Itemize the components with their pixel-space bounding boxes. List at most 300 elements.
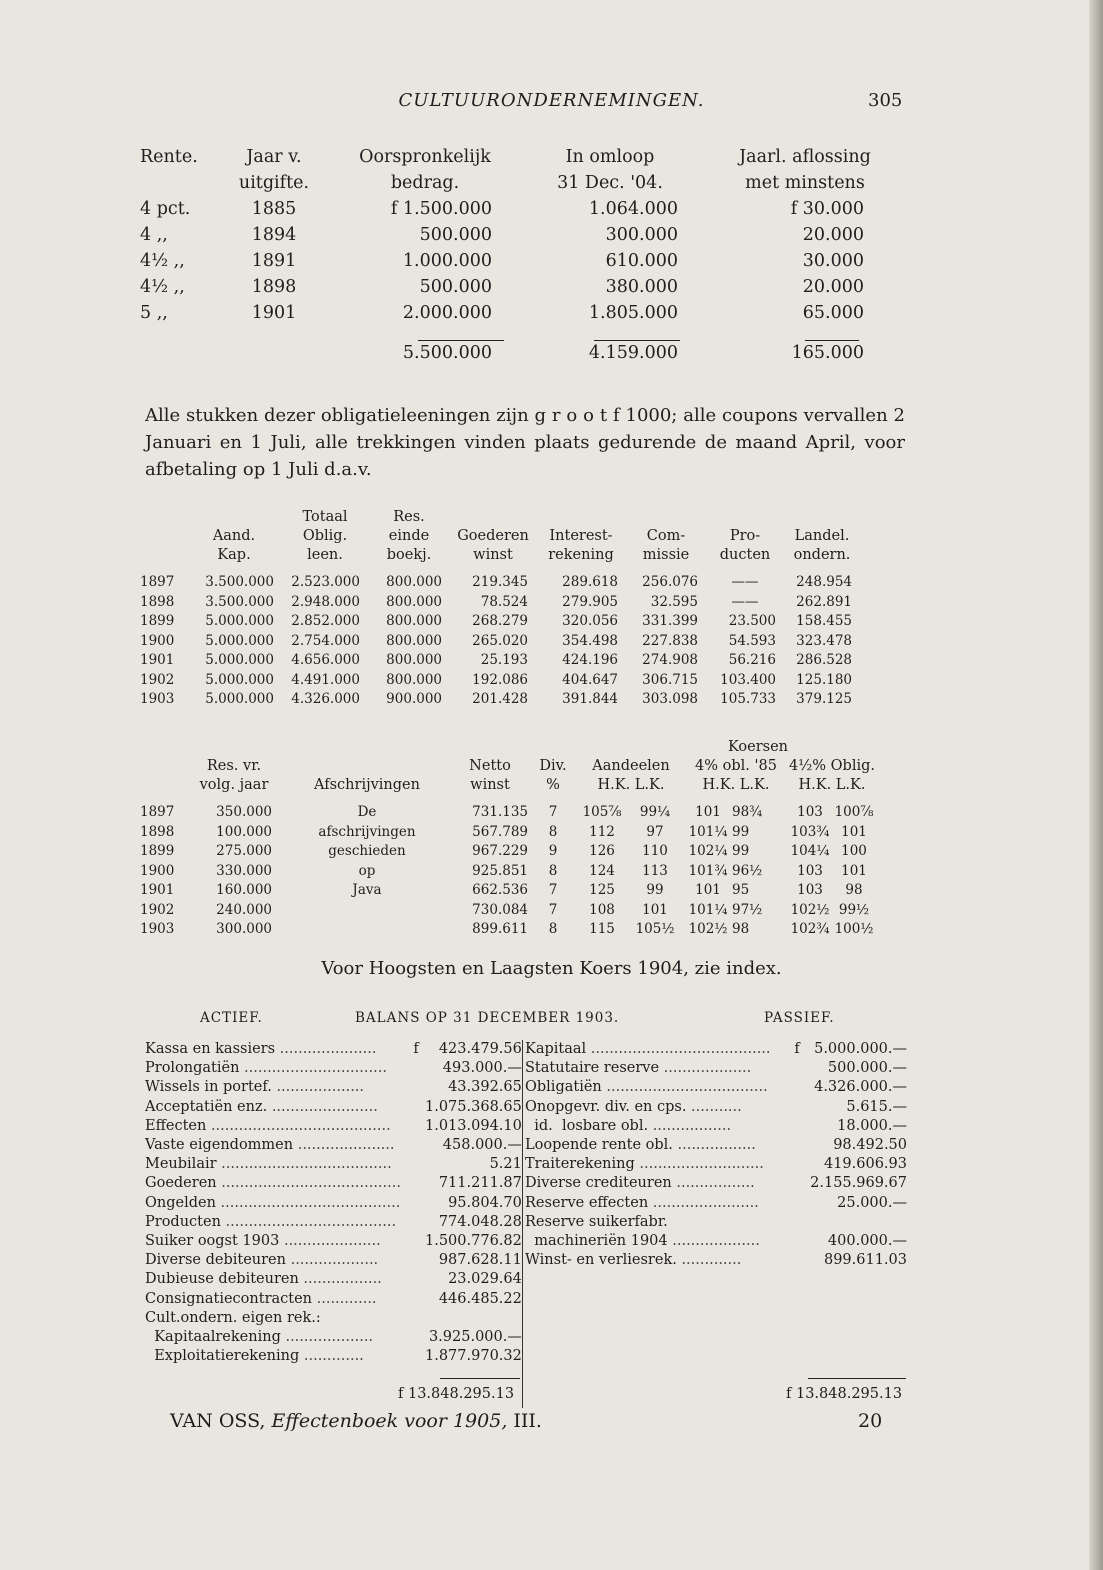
results-header-cell: ondern. <box>793 547 851 563</box>
koersen-header-cell: Netto <box>469 758 511 774</box>
results-cell: 274.908 <box>642 652 698 668</box>
leader-dots: ............................... <box>239 1060 387 1077</box>
balance-currency <box>789 1232 805 1251</box>
koersen-row <box>140 881 876 901</box>
results-cell: —— <box>731 593 759 610</box>
balance-amount: 5.21 <box>489 1156 522 1173</box>
balance-currency <box>407 1194 425 1213</box>
koersen-cell: 110 <box>642 843 668 859</box>
balance-row <box>145 1270 522 1289</box>
results-cell: 201.428 <box>472 691 528 707</box>
leader-dots: ................. <box>671 1175 755 1192</box>
balance-amount: 3.925.000.— <box>428 1329 522 1346</box>
loans-header-cell: 31 Dec. '04. <box>557 173 663 193</box>
footer-citation <box>170 1410 542 1432</box>
leader-dots: ................... <box>659 1060 752 1077</box>
koersen-cell: 8 <box>548 921 558 937</box>
balance-amount: 98.492.50 <box>833 1137 907 1154</box>
loans-cell: 2.000.000 <box>402 303 492 323</box>
results-cell: 5.000.000 <box>205 691 274 707</box>
balance-row <box>525 1078 907 1097</box>
koersen-header-row <box>140 757 876 776</box>
koersen-cell: 103 <box>797 804 823 820</box>
balance-label-text: Consignatiecontracten <box>145 1290 313 1307</box>
balance-label-text: Meubilair <box>145 1156 217 1173</box>
balance-amount: 423.479.56 <box>438 1041 522 1057</box>
balance-label <box>145 1309 407 1328</box>
balance-amount <box>425 1309 522 1328</box>
balance-amount: 458.000.— <box>442 1137 522 1154</box>
results-header-cell <box>784 508 860 527</box>
results-cell: 391.844 <box>562 691 618 707</box>
loans-total-cell <box>218 340 330 366</box>
balance-label <box>145 1347 407 1366</box>
balance-row <box>525 1213 907 1232</box>
balance-label-text: Producten <box>145 1213 221 1230</box>
balance-label-text: Onopgevr. div. en cps. <box>525 1098 687 1115</box>
results-header-cell <box>186 508 282 527</box>
balance-label <box>145 1155 407 1174</box>
loans-cell: 1885 <box>251 199 297 219</box>
koersen-row <box>140 920 876 940</box>
koersen-cell: 1900 <box>140 862 175 879</box>
koersen-cell: 101 <box>642 901 668 918</box>
balance-label <box>525 1213 789 1232</box>
balance-label <box>525 1174 789 1193</box>
koersen-cell: De <box>357 804 377 820</box>
koersen-cell: 124 <box>589 862 615 879</box>
leader-dots: ........................... <box>634 1156 764 1173</box>
koersen-header-cell <box>140 757 186 776</box>
results-cell: 125.180 <box>796 671 852 688</box>
koersen-header-cell <box>282 738 452 757</box>
balance-currency <box>789 1136 805 1155</box>
koersen-header-cell: H.K. L.K. <box>702 777 770 793</box>
results-cell: 265.020 <box>472 632 528 649</box>
results-header-cell: boekj. <box>386 547 432 563</box>
results-cell: 2.754.000 <box>291 632 360 649</box>
leader-dots: ..................... <box>279 1233 381 1250</box>
koersen-cell: 101 <box>695 804 721 820</box>
results-cell: 1898 <box>140 593 175 610</box>
leader-dots: ................... <box>285 1252 379 1269</box>
balance-label <box>525 1232 789 1251</box>
koersen-cell: 98 <box>732 921 750 937</box>
koersen-cell: 730.084 <box>472 901 528 918</box>
results-header-row <box>140 508 860 527</box>
loans-header-cell <box>140 170 218 196</box>
balance-amount: 899.611.03 <box>823 1252 907 1269</box>
leader-dots: ................... <box>667 1233 760 1250</box>
koersen-cell: 275.000 <box>216 843 272 859</box>
results-cell: 25.193 <box>480 652 528 668</box>
balance-row <box>145 1174 522 1193</box>
results-cell: 1900 <box>140 632 175 649</box>
balance-currency <box>407 1098 425 1117</box>
bond-terms-paragraph: Alle stukken dezer obligatieleeningen zijn g r o o t f 1000; alle coupons vervallen 2 Januari en 1 Juli, alle trekkingen vinden plaats gedurende de maand April, voor afbetaling op 1 Juli d.a.v. <box>145 405 905 480</box>
results-cell: 800.000 <box>386 593 442 610</box>
leader-dots: ....................... <box>648 1194 759 1211</box>
koersen-cell: 102¾ <box>790 921 830 937</box>
loans-row <box>140 274 910 300</box>
koersen-cell: 101¼ <box>688 901 728 918</box>
balance-row <box>525 1194 907 1213</box>
balance-label <box>145 1117 407 1136</box>
results-table <box>140 508 860 710</box>
loans-cell: f 1.500.000 <box>390 199 492 219</box>
koersen-cell: 967.229 <box>472 843 528 859</box>
loans-cell: 1894 <box>251 225 297 245</box>
balance-amount: 18.000.— <box>837 1117 907 1134</box>
balance-row <box>145 1290 522 1309</box>
balance-label-text: Ongelden <box>145 1194 216 1211</box>
results-cell: 5.000.000 <box>205 613 274 629</box>
loans-row <box>140 300 910 326</box>
balance-label-text: Kassa en kassiers <box>145 1041 276 1057</box>
results-cell: 4.491.000 <box>291 671 360 688</box>
results-cell: 320.056 <box>562 613 618 629</box>
loans-cell: 500.000 <box>419 277 492 297</box>
balance-amount: 1.075.368.65 <box>425 1098 522 1115</box>
koersen-cell: 95 <box>732 882 750 898</box>
koersen-cell: 330.000 <box>216 862 272 879</box>
balance-rule-left <box>440 1378 520 1379</box>
results-cell: 800.000 <box>386 574 442 590</box>
koersen-header-cell <box>140 738 186 757</box>
loans-header-cell: Oorspronkelijk <box>359 147 491 167</box>
koersen-cell: 105½ <box>635 921 675 937</box>
koersen-header-cell: % <box>546 777 560 793</box>
results-cell: 78.524 <box>480 593 528 610</box>
balance-label-text: Winst- en verliesrek. <box>525 1252 677 1269</box>
balance-label <box>145 1040 407 1059</box>
leader-dots: ............. <box>299 1348 364 1365</box>
page-edge <box>1089 0 1103 1570</box>
balance-row <box>525 1117 907 1136</box>
loans-total-cell: 4.159.000 <box>588 343 678 363</box>
leader-dots: ....................................... <box>586 1041 771 1057</box>
leader-dots: ..................... <box>275 1041 377 1057</box>
balance-label-text: Reserve effecten <box>525 1194 649 1211</box>
footer-author: VAN OSS, <box>170 1410 272 1432</box>
results-cell: 23.500 <box>728 613 776 629</box>
balance-label <box>525 1155 789 1174</box>
koersen-cell: 113 <box>642 862 668 879</box>
koersen-cell: 97 <box>646 823 664 840</box>
koersen-header-cell: H.K. L.K. <box>597 777 665 793</box>
results-cell: 103.400 <box>720 671 776 688</box>
results-header-cell: Goederen <box>457 528 529 544</box>
koersen-cell: 99 <box>732 823 750 840</box>
balance-amount: 23.029.64 <box>448 1271 522 1288</box>
balance-label-text: Kapitaalrekening <box>145 1329 281 1346</box>
balance-currency <box>407 1174 425 1193</box>
results-cell: —— <box>731 574 759 590</box>
koersen-cell: 99 <box>732 843 750 859</box>
balance-label <box>525 1040 789 1059</box>
balance-label-text: Statutaire reserve <box>525 1060 660 1077</box>
balance-currency <box>407 1232 425 1251</box>
leader-dots: ..................................... <box>220 1213 397 1230</box>
balance-label <box>525 1078 789 1097</box>
balance-currency <box>789 1117 805 1136</box>
leader-dots: ....................................... <box>206 1117 391 1134</box>
koersen-cell: 126 <box>589 843 615 859</box>
koersen-cell: 100½ <box>834 921 874 937</box>
leader-dots: ....................... <box>267 1098 378 1115</box>
balance-label <box>145 1328 407 1347</box>
balance-label <box>145 1213 407 1232</box>
footer-signature: 20 <box>858 1410 883 1432</box>
balance-currency <box>407 1059 425 1078</box>
koersen-cell: 100 <box>841 843 867 859</box>
koersen-row <box>140 901 876 921</box>
results-header-cell: einde <box>388 528 430 544</box>
balance-row <box>525 1136 907 1155</box>
balance-label <box>525 1059 789 1078</box>
results-cell: 1899 <box>140 613 175 629</box>
loans-cell: 30.000 <box>802 251 864 271</box>
koersen-cell: 9 <box>548 843 558 859</box>
koersen-header-cell: 4% obl. '85 <box>695 758 777 774</box>
loans-sum-rule-3 <box>805 340 859 341</box>
results-cell: 32.595 <box>650 593 698 610</box>
koersen-header-cell: Afschrijvingen <box>314 777 420 793</box>
results-cell: 1902 <box>140 671 175 688</box>
balance-label <box>525 1098 789 1117</box>
balance-row <box>145 1078 522 1097</box>
balance-amount: 446.485.22 <box>438 1290 522 1307</box>
balance-currency <box>407 1251 425 1270</box>
balance-currency <box>407 1347 425 1366</box>
results-cell: 289.618 <box>562 574 618 590</box>
results-header-cell: Interest- <box>549 528 613 544</box>
loans-total-cell: 165.000 <box>791 343 864 363</box>
results-cell: 248.954 <box>796 574 852 590</box>
balance-currency <box>407 1155 425 1174</box>
loans-header-cell: uitgifte. <box>238 173 310 193</box>
leader-dots: ................. <box>648 1117 732 1134</box>
koersen-cell: 1902 <box>140 901 175 918</box>
balance-label <box>525 1136 789 1155</box>
balance-row <box>145 1328 522 1347</box>
balance-label-text: Dubieuse debiteuren <box>145 1271 299 1288</box>
results-header-cell: Kap. <box>217 547 251 563</box>
results-cell: 56.216 <box>728 652 776 668</box>
koersen-cell: 99½ <box>838 901 870 918</box>
loans-cell: 610.000 <box>605 251 678 271</box>
koersen-header-cell: 4½% Oblig. <box>788 758 875 774</box>
balance-row <box>145 1309 522 1328</box>
loans-header-cell: Rente. <box>140 147 198 167</box>
koersen-cell: 105⅞ <box>582 804 622 820</box>
results-cell: 424.196 <box>562 652 618 668</box>
results-cell: 219.345 <box>472 574 528 590</box>
results-cell: 2.948.000 <box>291 593 360 610</box>
koersen-cell: 1897 <box>140 804 175 820</box>
balance-amount: 1.500.776.82 <box>425 1233 522 1250</box>
koersen-cell: 925.851 <box>472 862 528 879</box>
results-cell: 1903 <box>140 691 175 707</box>
balance-label-text: Vaste eigendommen <box>145 1137 294 1154</box>
koersen-header-row <box>140 738 876 757</box>
balance-currency <box>407 1078 425 1097</box>
balance-label-text: Diverse debiteuren <box>145 1252 286 1269</box>
results-cell: 262.891 <box>796 593 852 610</box>
results-header-cell: Pro- <box>729 528 761 544</box>
balance-divider <box>522 1040 523 1408</box>
balance-amount: 500.000.— <box>827 1060 907 1077</box>
balance-currency <box>407 1328 425 1347</box>
loans-cell: 5 ,, <box>140 303 168 323</box>
results-header-cell: Landel. <box>794 528 850 544</box>
results-cell: 354.498 <box>562 632 618 649</box>
balance-label <box>145 1098 407 1117</box>
results-row <box>140 612 860 632</box>
koersen-header-cell <box>186 738 282 757</box>
balance-row <box>525 1059 907 1078</box>
results-cell: 4.656.000 <box>291 652 360 668</box>
leader-dots: ..................... <box>293 1137 395 1154</box>
results-header-cell <box>536 508 626 527</box>
koersen-cell: 101¾ <box>688 862 728 879</box>
leader-dots: ............. <box>312 1290 377 1307</box>
balance-label <box>145 1174 407 1193</box>
footer-volume: III. <box>507 1410 542 1432</box>
balance-row <box>525 1174 907 1193</box>
loans-table <box>140 144 910 366</box>
balance-amount: 711.211.87 <box>438 1175 522 1192</box>
koersen-cell: 101 <box>841 823 867 840</box>
koersen-cell <box>282 920 452 940</box>
balance-rule-right <box>808 1378 906 1379</box>
balance-row <box>145 1059 522 1078</box>
leader-dots: ................. <box>672 1137 756 1154</box>
koersen-cell: 1903 <box>140 921 175 937</box>
koersen-cell: 7 <box>548 882 558 898</box>
koersen-cell <box>282 901 452 921</box>
balance-currency: f <box>794 1041 800 1057</box>
koersen-cell: 99 <box>646 882 664 898</box>
results-cell: 5.000.000 <box>205 671 274 688</box>
results-cell: 3.500.000 <box>205 593 274 610</box>
results-cell: 1901 <box>140 652 175 668</box>
balance-label <box>145 1290 407 1309</box>
leader-dots: ........... <box>686 1098 742 1115</box>
balance-currency <box>789 1251 805 1270</box>
koersen-header-cell: Aandeelen <box>592 758 670 774</box>
balance-row <box>145 1232 522 1251</box>
koersen-cell: 567.789 <box>472 823 528 840</box>
balance-actief-label: ACTIEF. <box>200 1010 263 1026</box>
koersen-header-cell <box>140 776 186 795</box>
results-cell: 158.455 <box>796 613 852 629</box>
balance-row <box>525 1040 907 1059</box>
koersen-cell: 100⅞ <box>834 804 874 820</box>
koersen-cell: 103 <box>797 882 823 898</box>
loans-cell: 4½ ,, <box>140 251 185 271</box>
balance-amount: 400.000.— <box>827 1233 907 1250</box>
koersen-cell: 1899 <box>140 843 175 859</box>
results-cell: 404.647 <box>562 671 618 688</box>
leader-dots: ..................................... <box>216 1156 392 1173</box>
koersen-cell: 96½ <box>732 862 763 879</box>
results-header-cell: Totaal <box>302 509 348 525</box>
balance-label-text: Diverse crediteuren <box>525 1175 672 1192</box>
koersen-row <box>140 842 876 862</box>
results-header-cell: Com- <box>646 528 686 544</box>
koersen-cell: 899.611 <box>472 921 528 937</box>
results-cell: 227.838 <box>642 632 698 649</box>
results-header-row <box>140 546 860 565</box>
balance-amount: 5.615.— <box>846 1098 907 1115</box>
balance-label-text: Kapitaal <box>525 1041 587 1057</box>
loans-header-cell: In omloop <box>565 147 655 167</box>
balance-passief-label: PASSIEF. <box>764 1010 835 1026</box>
koersen-header-cell: winst <box>470 777 510 793</box>
results-header-cell: winst <box>473 547 513 563</box>
balance-currency <box>789 1098 805 1117</box>
balance-currency <box>407 1270 425 1289</box>
balance-label-text: Acceptatiën enz. <box>145 1098 268 1115</box>
balance-label-text: Obligatiën <box>525 1079 602 1096</box>
results-cell: 256.076 <box>642 574 698 590</box>
results-header-cell: ducten <box>719 547 771 563</box>
koersen-cell: 1898 <box>140 823 175 840</box>
balance-amount: 25.000.— <box>837 1194 907 1211</box>
koersen-header-cell <box>282 757 452 776</box>
koersen-row <box>140 823 876 843</box>
results-row <box>140 671 860 691</box>
footer-title: Effectenboek voor 1905, <box>271 1410 508 1432</box>
loans-cell: 4 ,, <box>140 225 168 245</box>
koersen-cell: 112 <box>589 823 615 840</box>
loans-row <box>140 222 910 248</box>
balance-row <box>145 1136 522 1155</box>
results-cell: 286.528 <box>796 652 852 668</box>
loans-sum-rule-2 <box>594 340 680 341</box>
balance-row <box>145 1251 522 1270</box>
balance-amount: 2.155.969.67 <box>810 1175 907 1192</box>
balance-amount: 774.048.28 <box>438 1213 522 1230</box>
results-header-cell <box>450 508 536 527</box>
koersen-cell: 108 <box>589 901 615 918</box>
koersen-cell: 240.000 <box>216 901 272 918</box>
results-header-cell: Res. <box>393 509 425 525</box>
results-cell: 323.478 <box>796 632 852 649</box>
balance-row <box>525 1232 907 1251</box>
balance-title: BALANS OP 31 DECEMBER 1903. <box>355 1010 620 1026</box>
koersen-cell: 7 <box>548 901 558 918</box>
results-header-cell <box>706 508 784 527</box>
high-low-note: Voor Hoogsten en Laagsten Koers 1904, zie index. <box>321 958 782 979</box>
loans-cell: 20.000 <box>802 277 864 297</box>
balance-currency <box>789 1059 805 1078</box>
loans-cell: 500.000 <box>419 225 492 245</box>
koersen-cell: 8 <box>548 823 558 840</box>
koersen-cell: 662.536 <box>472 882 528 898</box>
koersen-cell: 103¾ <box>790 823 830 840</box>
leader-dots: ............. <box>676 1252 742 1269</box>
results-header-cell <box>140 527 186 546</box>
koersen-spacer <box>140 795 876 803</box>
results-cell: 800.000 <box>386 671 442 688</box>
loans-cell: 300.000 <box>605 225 678 245</box>
balance-currency <box>789 1194 805 1213</box>
balance-label <box>145 1136 407 1155</box>
results-header-cell: Oblig. <box>302 528 348 544</box>
balance-label-text: Wissels in portef. <box>145 1079 272 1096</box>
